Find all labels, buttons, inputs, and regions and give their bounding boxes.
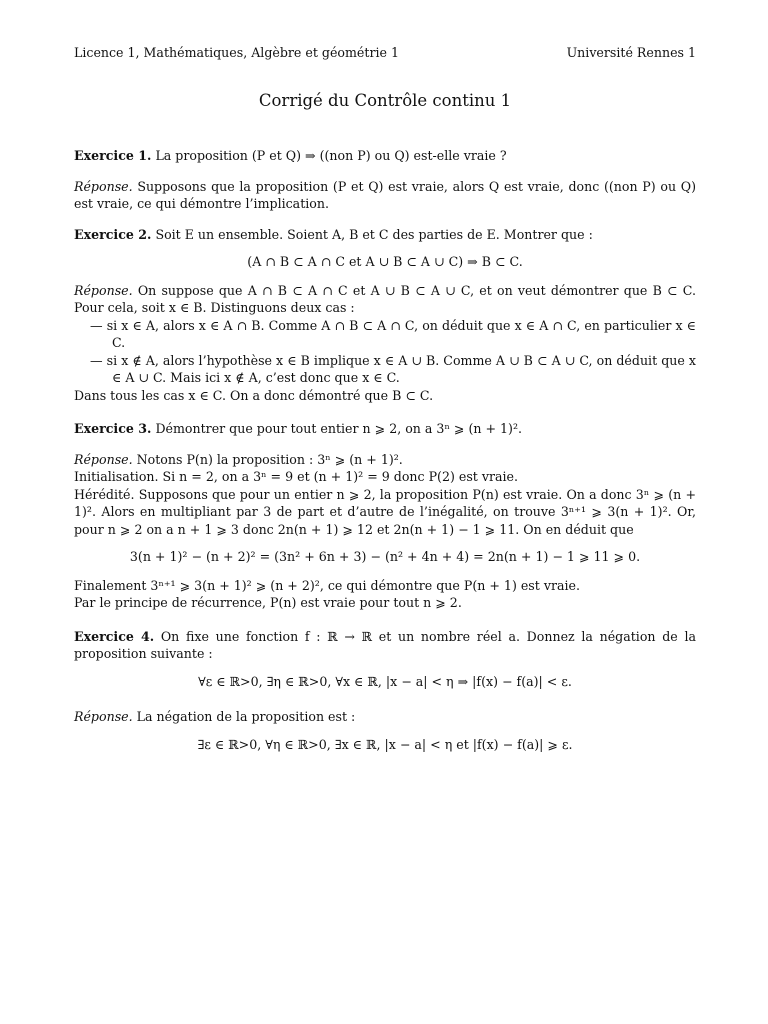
exercise-4-display-formula: ∀ε ∈ ℝ>0, ∃η ∈ ℝ>0, ∀x ∈ ℝ, |x − a| < η ⇒ |f(x) − f(a)| < ε.: [198, 673, 572, 689]
exercise-2-display-formula: (A ∩ B ⊂ A ∩ C et A ∪ B ⊂ A ∪ C) ⇒ B ⊂ C.: [247, 254, 523, 269]
header-university: Université Rennes 1: [566, 45, 696, 60]
exercise-4: [74, 628, 696, 663]
exercise-2-answer-text: On suppose que A ∩ B ⊂ A ∩ C et A ∪ B ⊂ A ∪ C, et on veut démontrer que B ⊂ C. Pour cela, soit x ∈ B. Distinguons deux cas :: [74, 282, 696, 315]
exercise-2-answer: [74, 282, 696, 317]
document-page: [74, 44, 696, 764]
exercise-3-answer: [74, 451, 696, 469]
exercise-3-display-formula: 3(n + 1)² − (n + 2)² = (3n² + 6n + 3) − (n² + 4n + 4) = 2n(n + 1) − 1 ⩾ 11 ⩾ 0.: [129, 549, 641, 564]
exercise-1-answer-text: Supposons que la proposition (P et Q) est vraie, alors Q est vraie, donc ((non P) ou Q) est vraie, ce qui démontre l’implication.: [74, 178, 696, 211]
case-1: — si x ∈ A, alors x ∈ A ∩ B. Comme A ∩ B ⊂ A ∩ C, on déduit que x ∈ A ∩ C, en particulier x ∈ C.: [74, 317, 696, 352]
answer-label: Réponse.: [74, 709, 133, 724]
exercise-2-statement: Soit E un ensemble. Soient A, B et C des parties de E. Montrer que :: [155, 226, 593, 242]
exercise-2-cases: [74, 317, 696, 387]
answer-label: Réponse.: [74, 178, 133, 194]
exercise-4-answer: [74, 708, 696, 726]
exercise-1-statement: La proposition (P et Q) ⇒ ((non P) ou Q) est-elle vraie ?: [155, 148, 507, 163]
exercise-3-final: Finalement 3ⁿ⁺¹ ⩾ 3(n + 1)² ⩾ (n + 2)², ce qui démontre que P(n + 1) est vraie.: [74, 577, 580, 593]
exercise-3: [74, 420, 696, 438]
page-header: [74, 44, 696, 62]
exercise-1: [74, 147, 696, 165]
exercise-2: [74, 226, 696, 244]
exercise-3-answer-text: Notons P(n) la proposition : 3ⁿ ⩾ (n + 1)².: [136, 451, 403, 467]
exercise-4-negation-formula: ∃ε ∈ ℝ>0, ∀η ∈ ℝ>0, ∃x ∈ ℝ, |x − a| < η et |f(x) − f(a)| ⩾ ε.: [197, 736, 573, 752]
document-title: Corrigé du Contrôle continu 1: [258, 90, 512, 110]
case-2: — si x ∉ A, alors l’hypothèse x ∈ B implique x ∈ A ∪ B. Comme A ∪ B ⊂ A ∪ C, on déduit que x ∈ A ∪ C. Mais ici x ∉ A, c’est donc que x ∈ C.: [74, 352, 696, 387]
exercise-3-statement: Démontrer que pour tout entier n ⩾ 2, on a 3ⁿ ⩾ (n + 1)².: [155, 421, 523, 436]
exercise-3-recurrence: Par le principe de récurrence, P(n) est vraie pour tout n ⩾ 2.: [74, 595, 462, 610]
exercise-3-label: Exercice 3.: [74, 421, 152, 436]
header-course: Licence 1, Mathématiques, Algèbre et géométrie 1: [74, 45, 399, 60]
exercise-4-answer-text: La négation de la proposition est :: [136, 709, 356, 724]
exercise-4-statement: On fixe une fonction f : ℝ → ℝ et un nombre réel a. Donnez la négation de la proposition suivante :: [74, 628, 696, 661]
exercise-1-label: Exercice 1.: [74, 148, 152, 163]
answer-label: Réponse.: [74, 451, 133, 467]
exercise-3-heredite: Hérédité. Supposons que pour un entier n ⩾ 2, la proposition P(n) est vraie. On a donc 3ⁿ ⩾ (n + 1)². Alors en multipliant par 3 de part et d’autre de l’inégalité, on trouve 3ⁿ⁺¹ ⩾ 3(n + 1)². Or, pour n ⩾ 2 on a n + 1 ⩾ 3 donc 2n(n + 1) ⩾ 12 et 2n(n + 1) − 1 ⩾ 11. On en déduit que: [74, 486, 696, 537]
answer-label: Réponse.: [74, 282, 133, 298]
exercise-3-initialisation: Initialisation. Si n = 2, on a 3ⁿ = 9 et (n + 1)² = 9 donc P(2) est vraie.: [74, 469, 518, 484]
exercise-2-conclusion: Dans tous les cas x ∈ C. On a donc démontré que B ⊂ C.: [74, 387, 434, 403]
exercise-4-label: Exercice 4.: [74, 628, 155, 644]
exercise-1-answer: [74, 178, 696, 213]
exercise-2-label: Exercice 2.: [74, 226, 152, 242]
